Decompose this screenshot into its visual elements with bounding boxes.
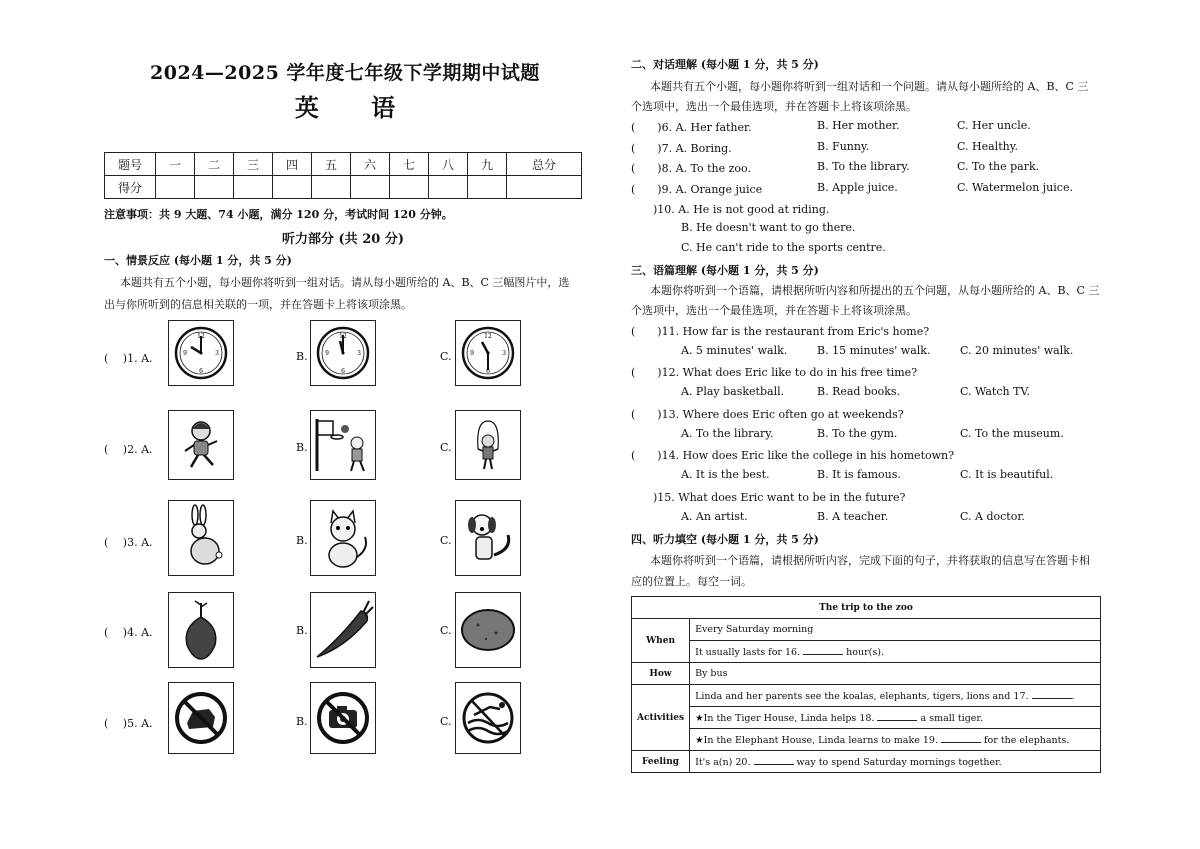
blank-20-suffix: way to spend Saturday mornings together. [796,757,1002,768]
score-cell: 八 [429,153,468,176]
sec3-instruction-1: 本题你将听到一个语篇，请根据所听内容和所提出的五个问题，从每小题所给的 A、B、C 三 [650,284,1100,297]
score-cell: 三 [234,153,273,176]
option-a: A. An artist. [681,510,748,523]
svg-text:6: 6 [486,368,490,375]
blank-16-text: It usually lasts for 16. [695,647,801,658]
question-number: ( )5. A. [104,717,153,730]
rabbit-icon[interactable] [168,500,234,576]
score-input-cell[interactable] [234,176,273,199]
score-cell: 四 [273,153,312,176]
row-label-how: How [632,663,690,685]
feeling-value [690,751,1101,773]
score-cell: 九 [468,153,507,176]
option-b: B. Apple juice. [817,181,898,194]
option-b: B. Read books. [817,385,901,398]
option-c: C. Her uncle. [957,119,1031,132]
onion-icon[interactable] [168,592,234,668]
activity-1: Linda and her parents see the koalas, elephants, tigers, lions and 17. . [690,685,1101,707]
score-cell: 二 [195,153,234,176]
blank-20-text: It's a(n) 20. [695,757,751,768]
sec1-instruction-2: 出与你所听到的信息相关联的一项，并在答题卡上将该项涂黑。 [104,298,412,311]
svg-text:3: 3 [502,350,506,357]
option-c: C. It is beautiful. [960,468,1054,481]
option-b: B. A teacher. [817,510,889,523]
option-c: C. To the museum. [960,427,1064,440]
row-label-when: When [632,619,690,663]
question-7: ( )7. A. Boring. [631,142,732,155]
option-b-label: B. [296,624,308,637]
how-value: By bus [690,663,1101,685]
option-c: C. To the park. [957,160,1040,173]
zoo-trip-table [631,596,1101,773]
option-b: B. To the library. [817,160,910,173]
blank-16-suffix: hour(s). [846,647,884,658]
option-b: B. Funny. [817,140,870,153]
activity-2 [690,707,1101,729]
blank-17-text: Linda and her parents see the koalas, elephants, tigers, lions and 17. [695,691,1029,702]
sec4-instruction-2: 应的位置上。每空一词。 [631,575,752,588]
option-c-label: C. [440,534,452,547]
exam-subject [100,88,590,123]
question-6: ( )6. A. Her father. [631,121,752,134]
score-cell: 题号 [105,153,156,176]
option-c-label: C. [440,715,452,728]
carrot-icon[interactable] [310,592,376,668]
svg-text:12: 12 [484,333,492,340]
score-table-header-row [105,153,582,176]
question-8: ( )8. A. To the zoo. [631,162,751,175]
clock-icon[interactable] [310,320,376,386]
sec4-instruction-1: 本题你将听到一个语篇，请根据所听内容，完成下面的句子，并将获取的信息写在答题卡相 [650,554,1090,567]
svg-text:9: 9 [470,350,474,357]
svg-text:9: 9 [325,350,329,357]
option-c: C. A doctor. [960,510,1025,523]
potato-icon[interactable] [455,592,521,668]
option-c: C. 20 minutes' walk. [960,344,1074,357]
option-a: A. It is the best. [681,468,770,481]
sec2-instruction-1: 本题共有五个小题，每小题你将听到一组对话和一个问题。请从每小题所给的 A、B、C 三 [650,80,1089,93]
answer-blank-19[interactable] [941,733,981,743]
option-b-label: B. [296,350,308,363]
option-b-label: B. [296,715,308,728]
question-number: ( )4. A. [104,626,153,639]
svg-text:6: 6 [341,368,345,375]
svg-text:9: 9 [183,350,187,357]
answer-blank-18[interactable] [877,711,917,721]
no-animals-icon[interactable] [168,682,234,754]
question-10: )10. A. He is not good at riding. [631,203,830,216]
option-c: C. Watermelon juice. [957,181,1073,194]
question-number: ( )1. A. [104,352,153,365]
score-cell: 一 [156,153,195,176]
score-row-label: 得分 [105,176,156,199]
svg-text:6: 6 [199,368,203,375]
listening-heading: 听力部分 (共 20 分) [282,232,404,247]
score-input-cell[interactable] [351,176,390,199]
sec1-instruction-1: 本题共有五个小题，每小题你将听到一组对话。请从每小题所给的 A、B、C 三幅图片中，选 [120,276,570,289]
jump-rope-icon[interactable] [455,410,521,480]
sec1-heading: 一、情景反应 (每小题 1 分，共 5 分) [104,254,292,267]
sec2-heading: 二、对话理解 (每小题 1 分，共 5 分) [631,58,819,71]
option-b: B. 15 minutes' walk. [817,344,931,357]
exam-note: 注意事项：共 9 大题、74 小题，满分 120 分，考试时间 120 分钟。 [104,208,453,221]
row-label-activities: Activities [632,685,690,751]
option-a: A. Play basketball. [681,385,785,398]
option-c-label: C. [440,441,452,454]
score-table-score-row [105,176,582,199]
no-swimming-icon[interactable] [455,682,521,754]
option-a: A. 5 minutes' walk. [681,344,788,357]
clock-icon[interactable] [455,320,521,386]
option-c-label: C. [440,350,452,363]
sec3-heading: 三、语篇理解 (每小题 1 分，共 5 分) [631,264,819,277]
svg-text:12: 12 [339,333,347,340]
score-input-cell[interactable] [468,176,507,199]
no-camera-icon[interactable] [310,682,376,754]
question-15: )15. What does Eric want to be in the future? [631,491,906,504]
question-14: ( )14. How does Eric like the college in his hometown? [631,449,955,462]
score-input-cell[interactable] [312,176,351,199]
option-c: C. Healthy. [957,140,1018,153]
score-cell: 总分 [507,153,582,176]
question-13: ( )13. Where does Eric often go at weekends? [631,408,904,421]
svg-text:3: 3 [357,350,361,357]
question-12: ( )12. What does Eric like to do in his free time? [631,366,918,379]
question-number: ( )3. A. [104,536,153,549]
score-input-cell[interactable] [390,176,429,199]
option-c: C. Watch TV. [960,385,1030,398]
sec2-instruction-2: 个选项中，选出一个最佳选项，并在答题卡上将该项涂黑。 [631,100,917,113]
option-b-label: B. [296,534,308,547]
score-cell: 七 [390,153,429,176]
option-b: B. It is famous. [817,468,901,481]
answer-blank-20[interactable] [754,755,794,765]
score-input-cell[interactable] [507,176,582,199]
basketball-hoop-icon[interactable] [310,410,376,480]
question-number: ( )2. A. [104,443,153,456]
option-b: B. To the gym. [817,427,898,440]
svg-text:12: 12 [197,333,205,340]
subject-char-1: 英 [294,93,319,122]
question-11: ( )11. How far is the restaurant from Eric's home? [631,325,930,338]
activity-3 [690,729,1101,751]
option-c-label: C. [440,624,452,637]
score-cell: 六 [351,153,390,176]
when-value-2 [690,641,1101,663]
row-label-feeling: Feeling [632,751,690,773]
option-b: B. Her mother. [817,119,900,132]
blank-19-text: ★In the Elephant House, Linda learns to make 19. [695,735,938,746]
boy-running-icon[interactable] [168,410,234,480]
subject-char-2: 语 [371,93,396,122]
cat-icon[interactable] [310,500,376,576]
answer-blank-16[interactable] [803,645,843,655]
option-b: B. He doesn't want to go there. [681,221,856,234]
score-cell: 五 [312,153,351,176]
sec4-heading: 四、听力填空 (每小题 1 分，共 5 分) [631,533,819,546]
score-input-cell[interactable] [273,176,312,199]
option-a: A. To the library. [681,427,774,440]
score-input-cell[interactable] [156,176,195,199]
option-b-label: B. [296,441,308,454]
score-input-cell[interactable] [429,176,468,199]
zoo-table-title: The trip to the zoo [632,597,1101,619]
when-value-1: Every Saturday morning [690,619,1101,641]
score-table [104,152,582,199]
blank-18-suffix: a small tiger. [920,713,983,724]
dog-icon[interactable] [455,500,521,576]
answer-blank-17[interactable] [1032,689,1072,699]
blank-18-text: ★In the Tiger House, Linda helps 18. [695,713,875,724]
exam-title: 2024—2025 学年度七年级下学期期中试题 [150,62,540,84]
sec3-instruction-2: 个选项中，选出一个最佳选项，并在答题卡上将该项涂黑。 [631,304,917,317]
score-input-cell[interactable] [195,176,234,199]
svg-text:3: 3 [215,350,219,357]
question-9: ( )9. A. Orange juice [631,183,763,196]
clock-icon[interactable] [168,320,234,386]
option-c: C. He can't ride to the sports centre. [681,241,886,254]
blank-19-suffix: for the elephants. [984,735,1070,746]
